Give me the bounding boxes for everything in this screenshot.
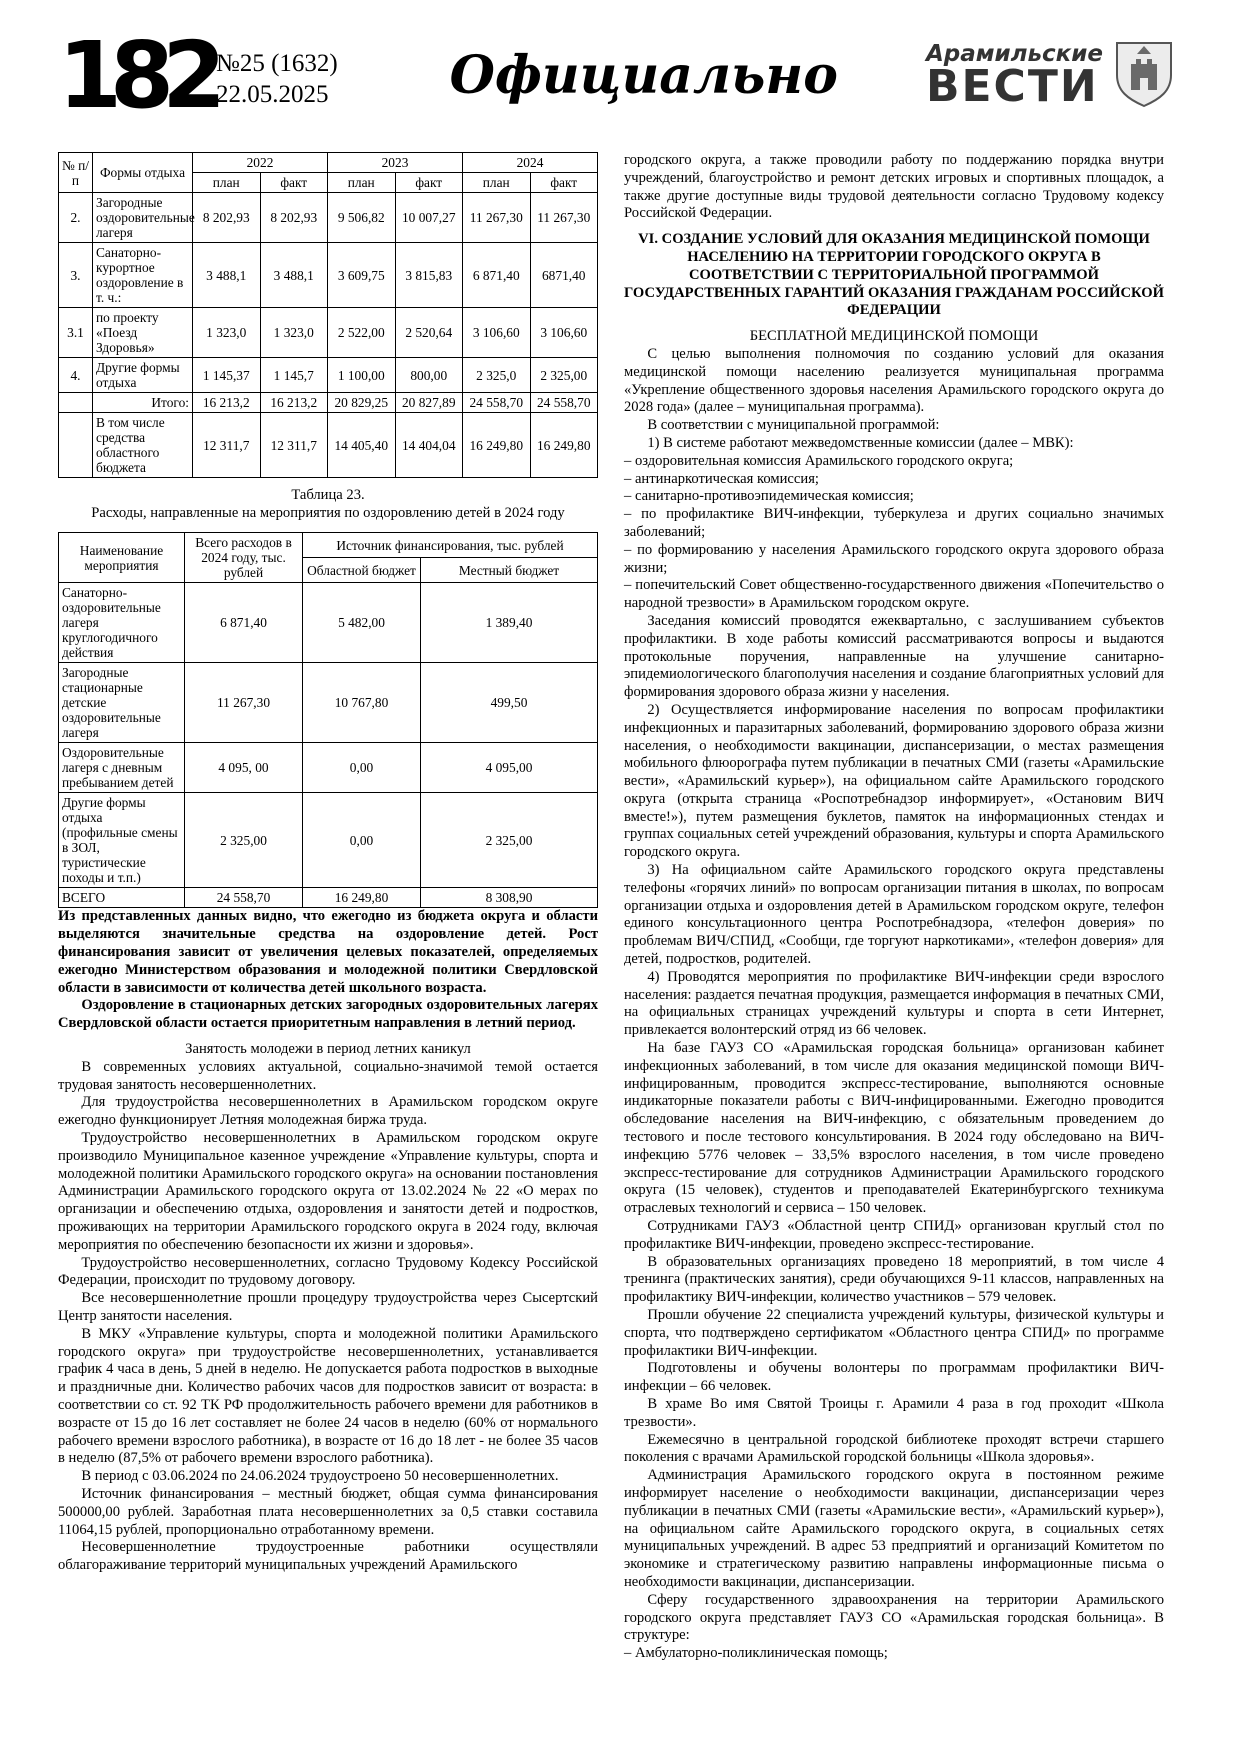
amount-cell: 3 815,83 xyxy=(395,243,463,308)
amount-cell: 8 308,90 xyxy=(421,888,598,908)
amount-cell: 3 609,75 xyxy=(328,243,396,308)
amount-cell: 6871,40 xyxy=(530,243,598,308)
coat-of-arms-icon xyxy=(1113,40,1175,110)
issue-number: №25 (1632) xyxy=(216,50,338,77)
row-label-cell: Загородные стационарные детские оздоровительные лагеря xyxy=(59,663,185,743)
paragraph: В современных условиях актуальной, социально-значимой темой остается трудовая занятость несовершеннолетних. xyxy=(58,1058,598,1093)
amount-cell: 3 488,1 xyxy=(260,243,328,308)
amount-cell: 800,00 xyxy=(395,358,463,393)
right-column xyxy=(624,152,1164,1663)
table-row xyxy=(59,358,598,393)
table-row xyxy=(59,393,598,413)
paragraph: Сферу государственного здравоохранения на территории Арамильского городского округа представляет ГАУЗ СО «Арамильская городская больница». В структуре: xyxy=(624,1591,1164,1644)
paragraph: – по формированию у населения Арамильского городского округа здорового образа жизни; xyxy=(624,541,1164,576)
amount-cell: 1 323,0 xyxy=(193,308,261,358)
paragraph: Администрация Арамильского городского округа в постоянном режиме информирует население о необходимости вакцинации, диспансеризации через публикации в печатных СМИ (газеты «Арамильские вести», «Арамильский курьер»), на официальном сайте Арамильского городского округа, в социальных сетях муниципальных учреждений. В адрес 53 предприятий и организаций Комитетом по экономике и стратегическому развитию направлены информационные письма о необходимости вакцинации, диспансеризации. xyxy=(624,1467,1164,1590)
amount-cell: 2 325,00 xyxy=(421,793,598,888)
column-header-fact: факт xyxy=(395,173,463,193)
amount-cell: 12 311,7 xyxy=(260,413,328,478)
issue-block xyxy=(216,48,338,111)
row-number-cell: 2. xyxy=(59,193,93,243)
row-label-cell: Санаторно-оздоровительные лагеря круглогодичного действия xyxy=(59,583,185,663)
column-header-year-2023: 2023 xyxy=(328,153,463,173)
table-row xyxy=(59,583,598,663)
row-label-cell: по проекту «Поезд Здоровья» xyxy=(93,308,193,358)
paragraph: – по профилактике ВИЧ-инфекции, туберкулеза и других социально значимых заболеваний; xyxy=(624,506,1164,540)
amount-cell: 1 389,40 xyxy=(421,583,598,663)
amount-cell: 4 095,00 xyxy=(421,743,598,793)
article-columns xyxy=(58,152,1183,1663)
row-label-cell: Другие формы отдыха xyxy=(93,358,193,393)
amount-cell: 14 404,04 xyxy=(395,413,463,478)
amount-cell: 0,00 xyxy=(303,743,421,793)
paragraph: Для трудоустройства несовершеннолетних в Арамильском городском округе ежегодно функционирует Летняя молодежная биржа труда. xyxy=(58,1094,598,1129)
section-title: Официально xyxy=(449,45,838,106)
amount-cell: 3 488,1 xyxy=(193,243,261,308)
amount-cell: 1 100,00 xyxy=(328,358,396,393)
row-label-cell: Итого: xyxy=(93,393,193,413)
amount-cell: 0,00 xyxy=(303,793,421,888)
amount-cell: 3 106,60 xyxy=(463,308,531,358)
page-number: 182 xyxy=(58,22,215,129)
row-label-cell: ВСЕГО xyxy=(59,888,185,908)
row-number-cell: 3.1 xyxy=(59,308,93,358)
paragraph: Ежемесячно в центральной городской библиотеке проходят встречи старшего поколения с врачами Арамильской городской больницы «Школа здоровья». xyxy=(624,1431,1164,1466)
amount-cell: 24 558,70 xyxy=(530,393,598,413)
sub-heading: БЕСПЛАТНОЙ МЕДИЦИНСКОЙ ПОМОЩИ xyxy=(749,328,1039,345)
column-header-plan: план xyxy=(463,173,531,193)
row-label-cell: В том числе средства областного бюджета xyxy=(93,413,193,478)
expenses-table-body xyxy=(59,583,598,908)
right-column-text xyxy=(624,152,1164,1663)
amount-cell: 3 106,60 xyxy=(530,308,598,358)
row-number-cell xyxy=(59,413,93,478)
table-caption-title: Расходы, направленные на мероприятия по оздоровлению детей в 2024 году xyxy=(91,505,565,522)
column-header-plan: план xyxy=(328,173,396,193)
amount-cell: 2 520,64 xyxy=(395,308,463,358)
left-column-text xyxy=(58,908,598,1574)
table-row xyxy=(59,793,598,888)
amount-cell: 1 323,0 xyxy=(260,308,328,358)
paragraph: городского округа, а также проводили работу по поддержанию порядка внутри учреждений, благоустройство и ремонт детских игровых и спортивных площадок, а также другие доступные виды трудовой деятельности согласно Трудовому кодексу Российской Федерации. xyxy=(624,152,1164,222)
table-row xyxy=(59,413,598,478)
amount-cell: 11 267,30 xyxy=(463,193,531,243)
table-row xyxy=(59,743,598,793)
amount-cell: 12 311,7 xyxy=(193,413,261,478)
paragraph: В образовательных организациях проведено 18 мероприятий, в том числе 4 тренинга (практических занятия), среди обучающихся 9-11 классов, направленных на профилактику ВИЧ-инфекции, количество участников – 579 человек. xyxy=(624,1253,1164,1306)
amount-cell: 8 202,93 xyxy=(260,193,328,243)
table-caption-number: Таблица 23. xyxy=(291,487,365,503)
row-label-cell: Загородные оздоровительные лагеря xyxy=(93,193,193,243)
amount-cell: 16 213,2 xyxy=(260,393,328,413)
newspaper-logo xyxy=(926,40,1175,110)
amount-cell: 11 267,30 xyxy=(185,663,303,743)
paragraph: – оздоровительная комиссия Арамильского городского округа; xyxy=(624,452,1014,469)
amount-cell: 10 007,27 xyxy=(395,193,463,243)
column-header-fact: факт xyxy=(530,173,598,193)
column-header-regional-budget: Областной бюджет xyxy=(303,558,421,583)
table-row xyxy=(59,193,598,243)
brand-text xyxy=(925,40,1103,112)
paragraph: Оздоровление в стационарных детских загородных оздоровительных лагерях Свердловской области остается приоритетным направления в летний период. xyxy=(58,997,598,1032)
row-label-cell: Санаторно-курортное оздоровление в т. ч.: xyxy=(93,243,193,308)
paragraph: 4) Проводятся мероприятия по профилактике ВИЧ-инфекции среди взрослого населения: раздается печатная продукция, размещается информация в печатных СМИ, на официальных страницах учреждений культуры и спорта в сети Интернет, привлекается волонтерский отряд из 66 человек. xyxy=(624,968,1164,1039)
column-header-source: Источник финансирования, тыс. рублей xyxy=(303,533,598,558)
column-header-total: Всего расходов в 2024 году, тыс. рублей xyxy=(185,533,303,583)
amount-cell: 14 405,40 xyxy=(328,413,396,478)
amount-cell: 2 325,00 xyxy=(530,358,598,393)
recreation-funding-table xyxy=(58,152,598,478)
amount-cell: 1 145,7 xyxy=(260,358,328,393)
amount-cell: 24 558,70 xyxy=(185,888,303,908)
paragraph: Прошли обучение 22 специалиста учреждений культуры, физической культуры и спорта, что подтверждено сертификатом «Областного центра СПИД» по программе профилактики ВИЧ-инфекции. xyxy=(624,1307,1164,1359)
paragraph: 2) Осуществляется информирование населения по вопросам профилактики инфекционных и паразитарных заболеваний, формированию здорового образа жизни населения, о необходимости вакцинации, диспансеризации, о местах размещения мобильного флюорографа путем публикации в печатных СМИ (газеты «Арамильские вести», «Арамильский курьер»), на официальном сайте Арамильского городского округа (открыта страница «Роспотребнадзор информирует», «Остановим ВИЧ вместе!»), путем размещения буклетов, памяток на информационных стендах и группах социальных сетей учреждений образования, культуры и спорта Арамильского городского округа. xyxy=(624,701,1164,861)
issue-date: 22.05.2025 xyxy=(216,81,329,109)
column-header-year-2024: 2024 xyxy=(463,153,598,173)
brand-name-bottom: ВЕСТИ xyxy=(925,60,1099,112)
paragraph: Трудоустройство несовершеннолетних в Арамильском городском округе производило Муниципальное казенное учреждение «Управление культуры, спорта и молодежной политики Арамильского городского округа» на основании постановления Администрации Арамильского городского округа от 13.02.2024 № 22 «О мерах по организации и обеспечению отдыха, оздоровления и занятости детей и подростков, проживающих на территории Арамильского городского округа в 2024 году, включая мероприятия по обеспечению безопасности их жизни и здоровья». xyxy=(58,1130,598,1253)
column-header-forms: Формы отдыха xyxy=(93,153,193,193)
paragraph: Несовершеннолетние трудоустроенные работники осуществляли облагораживание территорий муниципальных учреждений Арамильского xyxy=(58,1539,598,1574)
paragraph: – санитарно-противоэпидемическая комиссия; xyxy=(624,488,914,505)
paragraph: Сотрудниками ГАУЗ «Областной центр СПИД» организован круглый стол по профилактике ВИЧ-инфекции, проведено экспресс-тестирование. xyxy=(624,1218,1164,1252)
table-header-row xyxy=(59,533,598,558)
recreation-table-body xyxy=(59,193,598,478)
table-row xyxy=(59,308,598,358)
column-header-name: Наименование мероприятия xyxy=(59,533,185,583)
paragraph: – Амбулаторно-поликлиническая помощь; xyxy=(624,1645,888,1662)
paragraph: В храме Во имя Святой Троицы г. Арамили 4 раза в год проходит «Школа трезвости». xyxy=(624,1395,1164,1430)
column-header-year-2022: 2022 xyxy=(193,153,328,173)
amount-cell: 1 145,37 xyxy=(193,358,261,393)
amount-cell: 20 829,25 xyxy=(328,393,396,413)
amount-cell: 5 482,00 xyxy=(303,583,421,663)
column-header-num: № п/п xyxy=(59,153,93,193)
paragraph: Все несовершеннолетние прошли процедуру трудоустройства через Сысертский Центр занятости населения. xyxy=(58,1290,598,1324)
left-column xyxy=(58,152,598,1663)
amount-cell: 16 213,2 xyxy=(193,393,261,413)
amount-cell: 4 095, 00 xyxy=(185,743,303,793)
amount-cell: 9 506,82 xyxy=(328,193,396,243)
amount-cell: 6 871,40 xyxy=(185,583,303,663)
amount-cell: 8 202,93 xyxy=(193,193,261,243)
expenses-table xyxy=(58,532,598,908)
row-label-cell: Оздоровительные лагеря с дневным пребыванием детей xyxy=(59,743,185,793)
paragraph: – попечительский Совет общественно-государственного движения «Попечительство о народной трезвости» в Арамильском городском округе. xyxy=(624,577,1164,612)
amount-cell: 11 267,30 xyxy=(530,193,598,243)
paragraph: 3) На официальном сайте Арамильского городского округа представлены телефоны «горячих линий» по вопросам организации питания в школах, по вопросам организации отдыха и оздоровления детей в Арамильском городском округе, телефон единого консультационного центра Роспотребнадзора, «телефон доверия» по проблемам ВИЧ/СПИД, «Сообщи, где торгуют наркотиками», «телефон доверия» для детей, подростков, родителей. xyxy=(624,862,1164,968)
amount-cell: 2 325,00 xyxy=(185,793,303,888)
table-caption xyxy=(58,486,598,522)
paragraph: Трудоустройство несовершеннолетних, согласно Трудовому Кодексу Российской Федерации, происходит по трудовому договору. xyxy=(58,1254,598,1289)
amount-cell: 2 325,0 xyxy=(463,358,531,393)
paragraph: Источник финансирования – местный бюджет, общая сумма финансирования 500000,00 рублей. Заработная плата несовершеннолетних за 0,5 ставки составила 11064,15 рублей, пропорционально отработанному времени. xyxy=(58,1485,598,1538)
table-row xyxy=(59,243,598,308)
paragraph: – антинаркотическая комиссия; xyxy=(624,470,819,487)
masthead xyxy=(58,22,1183,136)
brand-name-top: Арамильские xyxy=(925,40,1103,67)
row-number-cell: 4. xyxy=(59,358,93,393)
row-number-cell xyxy=(59,393,93,413)
amount-cell: 16 249,80 xyxy=(303,888,421,908)
paragraph: 1) В системе работают межведомственные комиссии (далее – МВК): xyxy=(647,434,1074,451)
column-header-fact: факт xyxy=(260,173,328,193)
amount-cell: 10 767,80 xyxy=(303,663,421,743)
paragraph: Подготовлены и обучены волонтеры по программам профилактики ВИЧ-инфекции – 66 человек. xyxy=(624,1360,1164,1395)
amount-cell: 16 249,80 xyxy=(463,413,531,478)
amount-cell: 2 522,00 xyxy=(328,308,396,358)
amount-cell: 16 249,80 xyxy=(530,413,598,478)
amount-cell: 24 558,70 xyxy=(463,393,531,413)
row-label-cell: Другие формы отдыха (профильные смены в ЗОЛ, туристические походы и т.п.) xyxy=(59,793,185,888)
paragraph: Из представленных данных видно, что ежегодно из бюджета округа и области выделяются значительные средства на оздоровление детей. Рост финансирования зависит от увеличения целевых показателей, определяемых ежегодно Министерством образования и молодежной политики Свердловской области в зависимости от количества детей школьного возраста. xyxy=(58,908,598,996)
table-row xyxy=(59,663,598,743)
table-row xyxy=(59,888,598,908)
column-header-local-budget: Местный бюджет xyxy=(421,558,598,583)
sub-heading: Занятость молодежи в период летних каникул xyxy=(185,1041,471,1058)
paragraph: На базе ГАУЗ СО «Арамильская городская больница» организован кабинет инфекционных заболеваний, в том числе для оказания медицинской помощи ВИЧ-инфицированным, проводится экспресс-тестирование, выполняются основные индикаторные показатели работы с ВИЧ-инфицированными. Ежегодно проводится обследование населения на ВИЧ-инфекцию, с обязательным проведением до тестового и после тестового консультирования. В 2024 году обследовано на ВИЧ-инфекцию 5776 человек – 33,5% взрослого населения, в том числе проведено экспресс-тестирование для сотрудников Администрации Арамильского городского округа (15 человек), студентов и преподавателей Екатеринбургского техникума отраслевых технологий и сервиса – 150 человек. xyxy=(624,1040,1164,1217)
row-number-cell: 3. xyxy=(59,243,93,308)
paragraph: С целью выполнения полномочия по созданию условий для оказания медицинской помощи населению реализуется муниципальная программа «Укрепление общественного здоровья населения Арамильского городского округа до 2028 года» (далее – муниципальная программа). xyxy=(624,345,1164,416)
paragraph: В соответствии с муниципальной программой: xyxy=(647,417,940,434)
amount-cell: 6 871,40 xyxy=(463,243,531,308)
column-header-plan: план xyxy=(193,173,261,193)
paragraph: Заседания комиссий проводятся ежеквартально, с заслушиванием субъектов профилактики. В ходе работы комиссий рассматриваются вопросы и выдаются протокольные поручения, направленные на улучшение санитарно-эпидемиологического благополучия населения и создание благоприятных условий для формирования здорового образа жизни у населения. xyxy=(624,612,1164,701)
section-heading: VI. СОЗДАНИЕ УСЛОВИЙ ДЛЯ ОКАЗАНИЯ МЕДИЦИНСКОЙ ПОМОЩИ НАСЕЛЕНИЮ НА ТЕРРИТОРИИ ГОРОДСКОГО ОКРУГА В СООТВЕТСТВИИ С ТЕРРИТОРИАЛЬНОЙ ПРОГРАММОЙ ГОСУДАРСТВЕННЫХ ГАРАНТИЙ ОКАЗАНИЯ ГРАЖДАНАМ РОССИЙСКОЙ ФЕДЕРАЦИИ xyxy=(624,231,1164,319)
paragraph: В период с 03.06.2024 по 24.06.2024 трудоустроено 50 несовершеннолетних. xyxy=(81,1468,559,1485)
amount-cell: 499,50 xyxy=(421,663,598,743)
amount-cell: 20 827,89 xyxy=(395,393,463,413)
table-header-row xyxy=(59,153,598,173)
paragraph: В МКУ «Управление культуры, спорта и молодежной политики Арамильского городского округа» при трудоустройстве несовершеннолетних, устанавливается график 4 часа в день, 5 дней в неделю. Не допускается работа подростков в выходные и праздничные дни. Количество рабочих часов для подростков зависит от возраста: в соответствии со ст. 92 ТК РФ продолжительность рабочего времени для работников в возрасте от 15 до 16 лет составляет не более 24 часов в неделю (60% от нормального рабочего времени взрослого работника), в возрасте от 16 до 18 лет - не более 35 часов в неделю (87,5% от рабочего времени взрослого работника). xyxy=(58,1325,598,1467)
